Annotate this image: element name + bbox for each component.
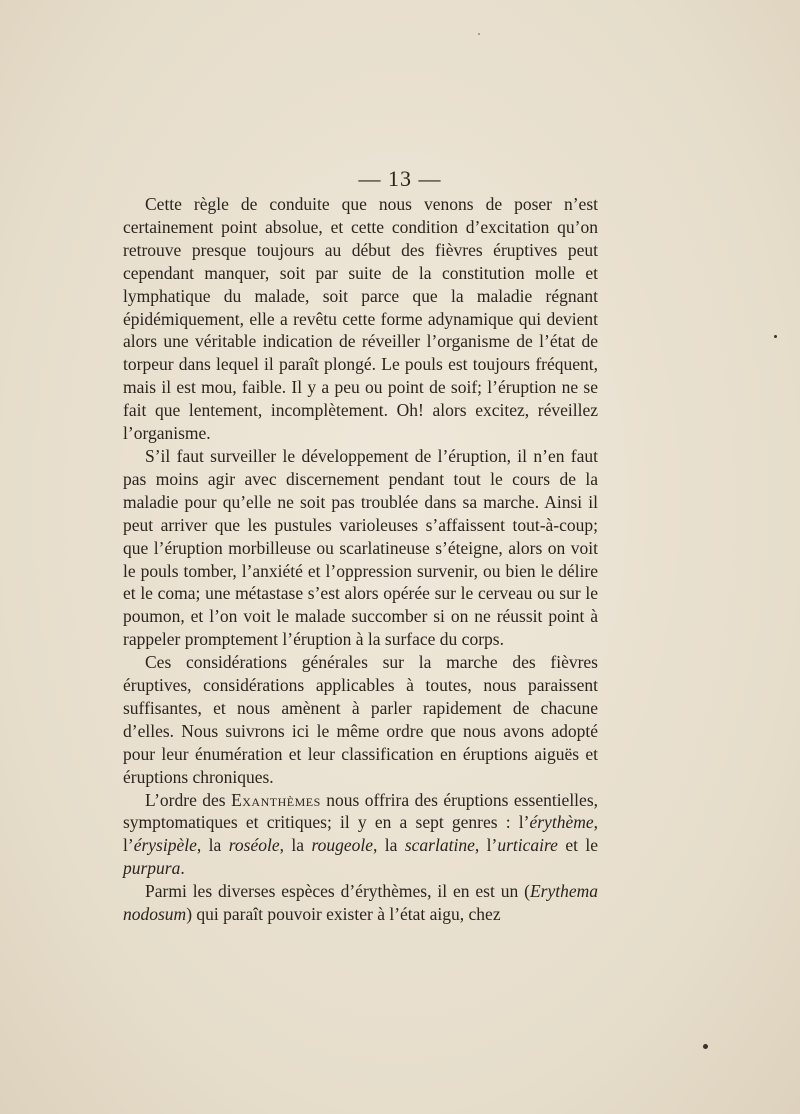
genre-separator: , [279,835,292,856]
paragraph-1: Cette règle de conduite que nous venons de poser n’est certainement point absolue, et cette condition d’excitation qu’on retrouve presque toujours au début des fièvres éruptives peut cependant manquer, soit par suite de la constitution molle et lymphatique du malade, soit parce que la maladie régnant épidémiquement, elle a revêtu cette forme adynamique qui devient alors une véritable indication de réveiller l’organisme de l’état de torpeur dans lequel il paraît plongé. Le pouls est toujours fréquent, mais il est mou, faible. Il y a peu ou point de soif; l’éruption ne se fait que lentement, incomplètement. Oh! alors excitez, réveillez l’organisme. [123,194,598,444]
genre-separator: , [593,812,598,833]
genre-separator: et [557,835,586,856]
page-number: — 13 — [358,166,442,191]
paragraph-5 [123,880,598,926]
genre-article: l’ [123,835,134,856]
genre-separator: , [474,835,487,856]
genre-separator: , [373,835,385,856]
genre-name: érysipèle [133,835,197,856]
paper-speck [478,33,480,35]
paragraph-4 [123,789,598,881]
body-text [123,193,598,926]
paragraph-4-lead: L’ordre des [145,789,232,810]
genre-article: la [208,835,229,856]
genre-name: urticaire [497,835,558,856]
genre-separator: . [180,858,185,879]
genre-article: le [585,835,599,856]
paragraph-5-tail: ) qui paraît pouvoir exister à l’état aigu, chez [186,904,501,925]
paragraph-4-middle: nous offrira des éruptions essentielles, symptomatiques et critiques; il y en a sept genres : [123,789,599,833]
genre-name: rougeole [311,835,373,856]
genre-name: roséole [228,835,280,856]
paragraph-5-lead: Parmi les diverses espèces d’érythèmes, il en est un ( [145,881,530,902]
erythema-nodosum-italic: Erythema nodosum [123,881,598,925]
genre-article: l’ [518,812,530,833]
genre-name: purpura [123,858,181,879]
genre-article: l’ [486,835,498,856]
exanthemes-smallcaps: Exanthèmes [231,789,321,810]
genre-name: érythème [529,812,594,833]
paper-speck [703,1044,708,1049]
genre-name: scarlatine [404,835,475,856]
genre-article: la [384,835,405,856]
genre-article: la [291,835,312,856]
paragraph-2: S’il faut surveiller le développement de l’éruption, il n’en faut pas moins agir avec discernement pendant tout le cours de la maladie pour qu’elle ne soit pas troublée dans sa marche. Ainsi il peut arriver que les pustules varioleuses s’affaissent tout-à-coup; que l’éruption morbilleuse ou scarlatineuse s’éteigne, alors on voit le pouls tomber, l’anxiété et l’oppression survenir, ou bien le délire et le coma; une métastase s’est alors opérée sur le cerveau ou sur le poumon, et l’on voit le malade succomber si on ne réussit point à rappeler promptement l’éruption à la surface du corps. [123,445,598,650]
genre-separator: , [196,835,209,856]
paragraph-3: Ces considérations générales sur la marche des fièvres éruptives, considérations applicables à toutes, nous paraissent suffisantes, et nous amènent à parler rapidement de chacune d’elles. Nous suivrons ici le même ordre que nous avons adopté pour leur énumération et leur classification en éruptions aiguës et éruptions chroniques. [123,652,598,787]
paper-speck [774,335,777,338]
